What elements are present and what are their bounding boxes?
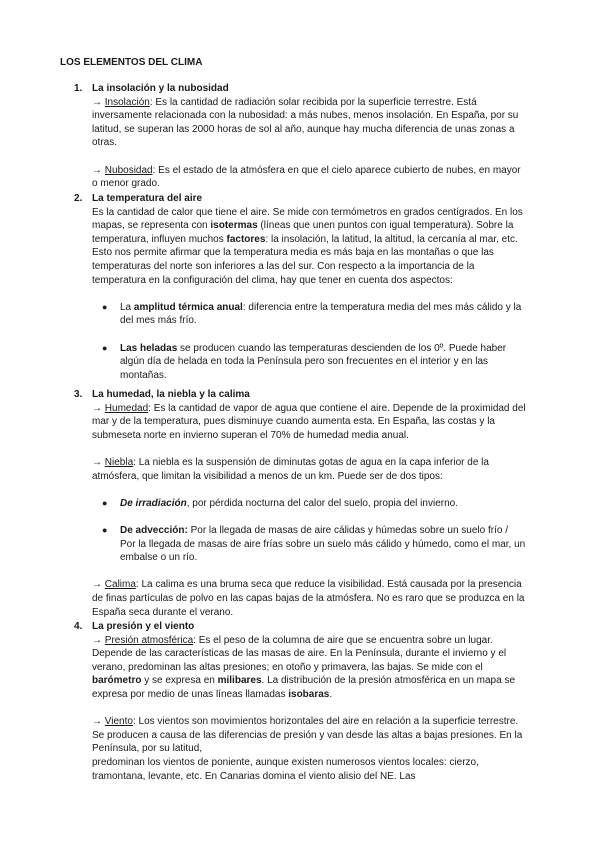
- paragraph-presion: [92, 634, 526, 702]
- paragraph-text: y se expresa en: [141, 675, 218, 687]
- section-insolacion: [74, 82, 526, 191]
- paragraph-temperatura: [92, 206, 526, 288]
- paragraph-calima: [92, 578, 526, 619]
- bold-term: barómetro: [92, 675, 142, 687]
- section-title: La insolación y la nubosidad: [92, 83, 229, 94]
- paragraph-text: (líneas que unen puntos con igual temperatura). Sobre la temperatura, influyen muchos: [92, 220, 514, 245]
- bold-term: amplitud térmica anual: [133, 301, 243, 313]
- paragraph-text: : Es la cantidad de vapor de agua que contiene el aire. Depende de la proximidad del mar y de la temperatura, pues disminuye cuando aumenta esta. En España, las costas y la submeseta norte en invierno superan el 70% de humedad media anual.: [92, 402, 526, 441]
- bold-term: factores: [226, 233, 266, 245]
- paragraph-text: Por la llegada de masas de aire cálidas y húmedas sobre un suelo frío / Por la llegada de masas de aire frías sobre un suelo más cálido y húmedo, como el mar, un embalse o un río.: [120, 524, 526, 564]
- document-title: LOS ELEMENTOS DEL CLIMA: [60, 57, 203, 68]
- paragraph-text: : Es el peso de la columna de aire que se encuentra sobre un lugar. Depende de las características de las masas de aire. En la Península, durante el invierno y el verano, predominan las altas presiones; en otoño y primavera, las bajas. Se mide con el: [92, 634, 507, 673]
- bold-term: De advección:: [120, 524, 188, 536]
- paragraph-humedad: [92, 402, 526, 443]
- bullet-icon: ●: [102, 524, 108, 535]
- term-label: Insolación: [104, 96, 150, 108]
- section-heading: [74, 388, 526, 402]
- section-humedad: [74, 388, 526, 619]
- paragraph-text: . La distribución de la presión atmosférica en un mapa se expresa por medio de unas líneas llamadas: [92, 675, 516, 700]
- term-label: Humedad: [104, 402, 149, 414]
- arrow-icon: →: [92, 716, 102, 728]
- paragraph-niebla: [92, 456, 526, 483]
- paragraph-text: se producen cuando las temperaturas descienden de los 0º. Puede haber algún día de helada en toda la Península pero son frecuentes en el interior y en las montañas.: [120, 342, 507, 381]
- paragraph-text: , por pérdida nocturna del calor del suelo, propia del invierno.: [186, 497, 458, 509]
- section-heading: [74, 620, 526, 634]
- term-label: Viento: [104, 716, 133, 728]
- section-presion: [74, 620, 526, 783]
- paragraph-text: : La niebla es la suspensión de diminutas gotas de agua en la capa inferior de la atmósfera, que limitan la visibilidad a menos de un km. Puede ser de dos tipos:: [92, 456, 489, 482]
- paragraph-text: .: [329, 688, 333, 700]
- section-heading: [74, 82, 526, 96]
- paragraph-viento: [92, 715, 526, 783]
- bullet-icon: ●: [102, 342, 108, 353]
- section-number: 2.: [74, 193, 83, 204]
- paragraph-text: : la insolación, la latitud, la altitud, la cercanía al mar, etc. Esto nos permite afirmar que la temperatura media es más baja en las montañas o que las temperaturas del norte son inferiores a las del sur. Con respecto a la importancia de la temperatura en la configuración del clima, hay que tener en cuenta dos aspectos:: [92, 233, 518, 286]
- bullet-icon: ●: [102, 497, 108, 508]
- term-label: Presión atmosférica: [104, 634, 194, 646]
- paragraph-text: : diferencia entre la temperatura media del mes más cálido y la del mes más frío.: [120, 301, 522, 327]
- arrow-icon: →: [92, 634, 102, 646]
- arrow-icon: →: [92, 579, 102, 591]
- paragraph-text: predominan los vientos de poniente, aunque existen numerosos vientos locales: cierzo, tramontana, levante, etc. En Canarias domina el viento alisio del NE. Las: [92, 756, 479, 782]
- paragraph-text: : Es el estado de la atmósfera en que el cielo aparece cubierto de nubes, en mayor o menor grado.: [92, 164, 521, 190]
- bold-term: milibares: [217, 675, 262, 687]
- section-temperatura: [74, 192, 526, 382]
- bullet-icon: ●: [102, 301, 108, 312]
- arrow-icon: →: [92, 456, 102, 468]
- paragraph-text: : La calima es una bruma seca que reduce la visibilidad. Está causada por la presencia de finas partículas de polvo en las capas bajas de la atmósfera. No es raro que se produzca en la España seca durante el verano.: [92, 579, 525, 618]
- term-label: Nubosidad: [104, 164, 153, 176]
- section-title: La temperatura del aire: [92, 193, 203, 204]
- term-label: Niebla: [104, 456, 134, 468]
- list-item: [102, 301, 526, 328]
- section-title: La presión y el viento: [92, 621, 195, 632]
- paragraph-insolacion: [92, 96, 526, 150]
- bold-term: De irradiación: [120, 497, 187, 509]
- paragraph-text: Es la cantidad de calor que tiene el aire. Se mide con termómetros en grados centígrados. En los mapas, se representa con: [92, 206, 523, 232]
- term-label: Calima: [104, 579, 136, 591]
- list-item: [102, 342, 526, 383]
- section-title: La humedad, la niebla y la calima: [92, 389, 250, 400]
- list-item: [102, 524, 526, 565]
- bold-term: Las heladas: [120, 342, 178, 354]
- arrow-icon: →: [92, 96, 102, 108]
- list-item: [102, 497, 526, 511]
- section-number: 4.: [74, 621, 83, 632]
- section-number: 1.: [74, 83, 83, 94]
- arrow-icon: →: [92, 402, 102, 414]
- paragraph-text: : Los vientos son movimientos horizontales del aire en relación a la superficie terrestre. Se producen a causa de las diferencias de presión y van desde las altas a bajas presiones. En la Península, por su latitud,: [92, 716, 523, 755]
- bold-term: isobaras: [288, 688, 330, 700]
- paragraph-nubosidad: [92, 164, 526, 191]
- section-number: 3.: [74, 389, 83, 400]
- section-heading: [74, 192, 526, 206]
- bold-term: isotermas: [210, 220, 258, 232]
- paragraph-text: : Es la cantidad de radiación solar recibida por la superficie terrestre. Está inversamente relacionada con la nubosidad: a más nubes, menos insolación. En España, por su latitud, se superan las 2000 horas de sol al año, aunque hay mucha diferencia de unas zonas a otras.: [92, 96, 519, 149]
- paragraph-text: La: [120, 301, 134, 313]
- arrow-icon: →: [92, 164, 102, 176]
